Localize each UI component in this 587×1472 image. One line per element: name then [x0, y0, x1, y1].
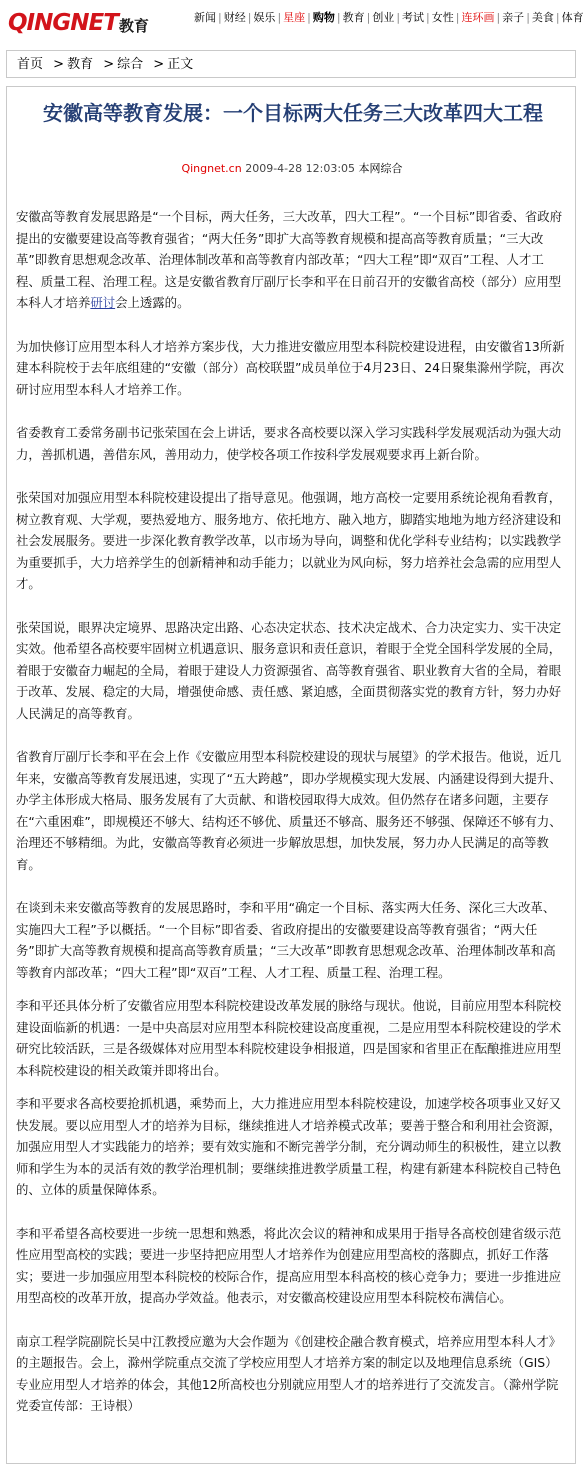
nav-separator: | — [426, 11, 430, 24]
nav-separator: | — [396, 11, 401, 24]
article-paragraph: 张荣国对加强应用型本科院校建设提出了指导意见。他强调，地方高校一定要用系统论视角看教育，树立教育观、大学观，要热爱地方、服务地方、依托地方、融入地方，脚踏实地地为地方经济建设和社会发展服务。要进一步深化教育教学改革，以市场为导向，调整和优化学科专业结构；以实践教学为重要抓手，大力培养学生的创新精神和动手能力；以就业为风向标，努力培养社会急需的应用型人才。 — [16, 490, 562, 591]
article-title: 安徽高等教育发展：一个目标两大任务三大改革四大工程 — [43, 101, 543, 125]
article-paragraph: 在谈到未来安徽高等教育的发展思路时，李和平用“确定一个目标、落实两大任务、深化三大改革、实施四大工程”予以概括。“一个目标”即省委、省政府提出的安徽要建设高等教育强省；“两大任务”即扩大高等教育规模和提高高等教育质量；“三大改革”即教育思想观念改革、治理体制改革和高等教育内部改革；“四大工程”即“双百”工程、人才工程、质量工程、治理工程。 — [16, 900, 556, 980]
logo-text: QINGNET — [8, 10, 118, 36]
article-author: 本网综合 — [358, 162, 403, 175]
article-meta — [7, 162, 577, 176]
article-paragraph: 李和平希望各高校要进一步统一思想和熟悉，将此次会议的精神和成果用于指导各高校创建省级示范性应用型高校的实践；要进一步坚持把应用型人才培养作为创建应用型高校的落脚点，抓好工作落实；要进一步加强应用型本科院校的校际合作，提高应用型本科高校的核心竞争力；要进一步推进应用型高校的改革开放，提高办学效益。他表示，对安徽高校建设应用型本科院校布满信心。 — [16, 1225, 562, 1305]
nav-item[interactable]: 美食 — [531, 11, 554, 24]
breadcrumb-separator: > — [103, 57, 115, 72]
article-paragraph: 南京工程学院副院长吴中江教授应邀为大会作题为《创建校企融合教育模式，培养应用型本科人才》的主题报告。会上，滁州学院重点交流了学校应用型人才培养方案的制定以及地理信息系统（GIS）专业应用型人才培养的体会，其他12所高校也分别就应用型人才的培养进行了交流发言。（滁州学院党委宣传部：王诗根） — [16, 1333, 562, 1413]
nav-separator: | — [555, 11, 560, 24]
article-paragraph: 省委教育工委常务副书记张荣国在会上讲话，要求各高校要以深入学习实践科学发展观活动为强大动力，善抓机遇，善借东风，善用动力，使学校各项工作按科学发展观要求再上新台阶。 — [16, 425, 562, 462]
nav-item[interactable]: 星座 — [283, 11, 306, 24]
logo-channel: 教育 — [118, 17, 149, 35]
breadcrumb-education[interactable]: 教育 — [67, 57, 94, 72]
nav-item[interactable]: 财经 — [223, 11, 246, 24]
nav-item[interactable]: 购物 — [312, 11, 335, 24]
nav-item[interactable]: 新闻 — [194, 11, 216, 24]
breadcrumb-current: 正文 — [167, 57, 194, 72]
breadcrumb-separator: > — [53, 57, 65, 72]
nav-item[interactable]: 连环画 — [461, 11, 495, 24]
breadcrumb-bar — [6, 50, 576, 78]
article-paragraph: 李和平要求各高校要抢抓机遇，乘势而上，大力推进应用型本科院校建设，加速学校各项事业又好又快发展。要以应用型人才的培养为目标，继续推进人才培养模式改革；要善于整合和利用社会资源，加强应用型人才实践能力的培养；要有效实施和不断完善学分制，充分调动师生的积极性，建立以教师和学生为本的灵活有效的教学治理机制；要继续推进教学质量工程，构建有新建本科院校自己特色的、立体的质量保障体系。 — [16, 1096, 562, 1197]
article-paragraph — [16, 206, 567, 314]
nav-separator: | — [366, 11, 371, 24]
article — [6, 86, 576, 1464]
keyword-link[interactable]: 研讨 — [90, 295, 116, 310]
paragraph-text: 安徽高等教育发展思路是“一个目标，两大任务，三大改革，四大工程”。“一个目标”即省委、省政府提出的安徽要建设高等教育强省；“两大任务”即扩大高等教育规模和提高高等教育质量；“三大改革”即教育思想观念改革、治理体制改革和高等教育内部改革；“四大工程”即“双百”工程、人才工程、质量工程、治理工程。这是安徽省教育厅副厅长李和平在日前召开的安徽省高校（部分）应用型本科人才培养 — [16, 209, 563, 310]
nav-item[interactable]: 创业 — [372, 11, 395, 24]
article-paragraph: 李和平还具体分析了安徽省应用型本科院校建设改革发展的脉络与现状。他说，目前应用型本科院校建设面临新的机遇：一是中央高层对应用型本科院校建设高度重视，二是应用型本科院校建设的学术研究比较活跃，三是各级媒体对应用型本科院校建设争相报道，四是国家和省里正在酝酿推进应用型本科院校建设的相关政策并即将出台。 — [16, 998, 562, 1078]
nav-item[interactable]: 娱乐 — [253, 11, 276, 24]
article-date: 2009-4-28 12:03:05 — [245, 162, 356, 175]
nav-item[interactable]: 体育 — [561, 11, 584, 24]
nav-item[interactable]: 亲子 — [502, 11, 525, 24]
site-logo[interactable] — [8, 2, 149, 38]
breadcrumb-home[interactable]: 首页 — [17, 57, 44, 72]
site-header — [0, 0, 587, 40]
nav-separator: | — [218, 11, 222, 24]
breadcrumb-general[interactable]: 综合 — [117, 57, 144, 72]
nav-separator: | — [336, 11, 341, 24]
nav-separator: | — [307, 11, 311, 24]
article-paragraph: 为加快修订应用型本科人才培养方案步伐，大力推进安徽应用型本科院校建设进程，由安徽省13所新建本科院校于去年底组建的“安徽（部分）高校联盟”成员单位于4月23日、24日聚集滁州学院，再次研讨应用型本科人才培养工作。 — [16, 338, 565, 397]
article-body — [16, 206, 567, 1417]
article-paragraph: 张荣国说，眼界决定境界、思路决定出路、心态决定状态、技术决定战术、合力决定实力、实干决定实效。他希望各高校要牢固树立机遇意识、服务意识和责任意识，着眼于全党全国科学发展的全局，着眼于安徽奋力崛起的全局，着眼于建设人力资源强省、高等教育强省、职业教育大省的全局，着眼于改革、发展、稳定的大局，增强使命感、责任感、紧迫感，全面贯彻落实党的教育方针，努力办好人民满足的高等教育。 — [16, 619, 562, 721]
nav-separator: | — [496, 11, 501, 24]
nav-separator: | — [277, 11, 282, 24]
top-nav — [194, 11, 584, 25]
article-paragraph: 省教育厅副厅长李和平在会上作《安徽应用型本科院校建设的现状与展望》的学术报告。他说，近几年来，安徽高等教育发展迅速，实现了“五大跨越”，即办学规模实现大发展、内涵建设得到大提升、办学主体形成大格局、服务发展有了大贡献、和谐校园取得大成效。但仍然存在诸多问题，主要存在“六重困难”，即规模还不够大、结构还不够优、质量还不够高、服务还不够强、保障还不够有力、治理还不够精细。为此，安徽高等教育必须进一步解放思想，加快发展，努力办人民满足的高等教育。 — [16, 749, 562, 872]
nav-item[interactable]: 教育 — [342, 11, 365, 24]
paragraph-text: 会上透露的。 — [115, 295, 190, 310]
nav-separator: | — [247, 11, 252, 24]
breadcrumb-separator: > — [153, 57, 165, 72]
nav-separator: | — [526, 11, 530, 24]
nav-item[interactable]: 女性 — [431, 11, 454, 24]
article-source[interactable]: Qingnet.cn — [181, 162, 242, 175]
breadcrumb — [17, 56, 193, 73]
article-paragraphs — [16, 336, 567, 1417]
nav-separator: | — [455, 11, 460, 24]
nav-item[interactable]: 考试 — [402, 11, 425, 24]
